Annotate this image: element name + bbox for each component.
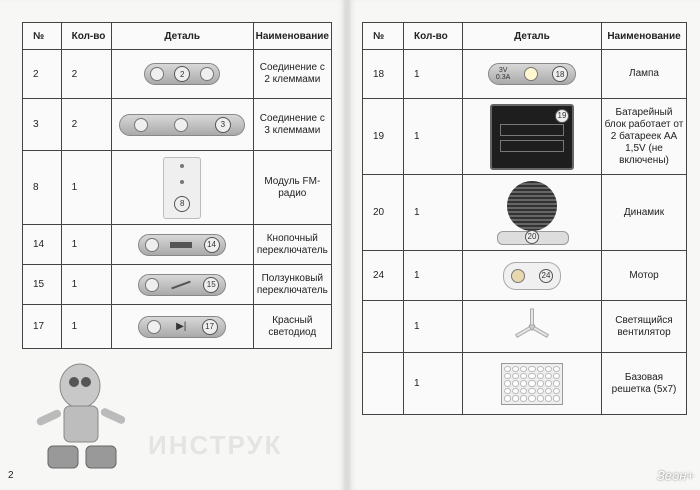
part-image xyxy=(111,305,253,349)
part-image xyxy=(463,175,602,251)
row-num: 17 xyxy=(23,305,62,349)
row-qty: 2 xyxy=(61,99,111,151)
part-name: Кнопочный переключатель xyxy=(253,225,331,265)
table-row xyxy=(23,225,332,265)
row-qty: 2 xyxy=(61,50,111,99)
fm-radio-module-icon: 8 xyxy=(163,157,201,219)
connector-3-icon: 3 xyxy=(119,114,245,136)
row-qty: 1 xyxy=(404,50,463,99)
part-image xyxy=(463,301,602,353)
table-row xyxy=(363,301,687,353)
fan-icon xyxy=(512,307,552,347)
part-name: Базовая решетка (5х7) xyxy=(602,353,687,415)
part-name: Соединение с 2 клеммами xyxy=(253,50,331,99)
header-num: № xyxy=(23,23,62,50)
row-num: 3 xyxy=(23,99,62,151)
part-image xyxy=(111,50,253,99)
part-image xyxy=(111,151,253,225)
row-qty: 1 xyxy=(404,99,463,175)
header-name: Наименование xyxy=(602,23,687,50)
left-page xyxy=(0,0,346,490)
row-num: 20 xyxy=(363,175,404,251)
part-name: Соединение с 3 клеммами xyxy=(253,99,331,151)
row-qty: 1 xyxy=(61,151,111,225)
row-num xyxy=(363,353,404,415)
header-qty: Кол-во xyxy=(404,23,463,50)
table-row xyxy=(363,353,687,415)
row-qty: 1 xyxy=(404,301,463,353)
part-name: Светящийся вентилятор xyxy=(602,301,687,353)
part-image xyxy=(463,251,602,301)
part-name: Ползунковый переключатель xyxy=(253,265,331,305)
parts-table-right xyxy=(362,22,687,415)
battery-holder-icon: 19 xyxy=(490,104,574,170)
table-row xyxy=(363,175,687,251)
motor-icon: 24 xyxy=(503,262,561,290)
row-qty: 1 xyxy=(404,353,463,415)
row-qty: 1 xyxy=(404,175,463,251)
base-grid-icon xyxy=(501,363,563,405)
part-image xyxy=(111,225,253,265)
part-name: Батарейный блок работает от 2 батареек АА 1,5V (не включены) xyxy=(602,99,687,175)
row-num: 8 xyxy=(23,151,62,225)
row-num: 15 xyxy=(23,265,62,305)
part-name: Красный светодиод xyxy=(253,305,331,349)
row-num: 19 xyxy=(363,99,404,175)
header-num: № xyxy=(363,23,404,50)
row-qty: 1 xyxy=(61,225,111,265)
part-image xyxy=(463,50,602,99)
part-image xyxy=(463,353,602,415)
header-part: Деталь xyxy=(463,23,602,50)
right-page xyxy=(348,0,700,490)
table-row xyxy=(23,151,332,225)
row-qty: 1 xyxy=(61,305,111,349)
cover-text: ИНСТРУК xyxy=(148,430,283,460)
red-led-icon: ▶| 17 xyxy=(138,316,226,338)
part-image xyxy=(463,99,602,175)
table-row xyxy=(23,99,332,151)
watermark: Зеон+ xyxy=(656,468,694,483)
part-name: Модуль FM-радио xyxy=(253,151,331,225)
header-name: Наименование xyxy=(253,23,331,50)
row-qty: 1 xyxy=(61,265,111,305)
row-num: 2 xyxy=(23,50,62,99)
push-button-switch-icon: 14 xyxy=(138,234,226,256)
slide-switch-icon: 15 xyxy=(138,274,226,296)
header-part: Деталь xyxy=(111,23,253,50)
page-number: 2 xyxy=(8,470,14,481)
row-num xyxy=(363,301,404,353)
row-num: 18 xyxy=(363,50,404,99)
part-image xyxy=(111,265,253,305)
lamp-icon: 3V 0.3A 18 xyxy=(488,63,576,85)
header-qty: Кол-во xyxy=(61,23,111,50)
robot-illustration-icon xyxy=(28,358,138,476)
part-name: Лампа xyxy=(602,50,687,99)
table-row xyxy=(23,265,332,305)
part-image xyxy=(111,99,253,151)
connector-2-icon: 2 xyxy=(144,63,220,85)
speaker-icon: 20 xyxy=(497,181,567,245)
row-num: 24 xyxy=(363,251,404,301)
row-num: 14 xyxy=(23,225,62,265)
part-name: Динамик xyxy=(602,175,687,251)
parts-table-left xyxy=(22,22,332,349)
row-qty: 1 xyxy=(404,251,463,301)
table-row xyxy=(23,50,332,99)
table-row xyxy=(363,251,687,301)
table-row xyxy=(363,99,687,175)
table-row xyxy=(363,50,687,99)
table-row xyxy=(23,305,332,349)
part-name: Мотор xyxy=(602,251,687,301)
